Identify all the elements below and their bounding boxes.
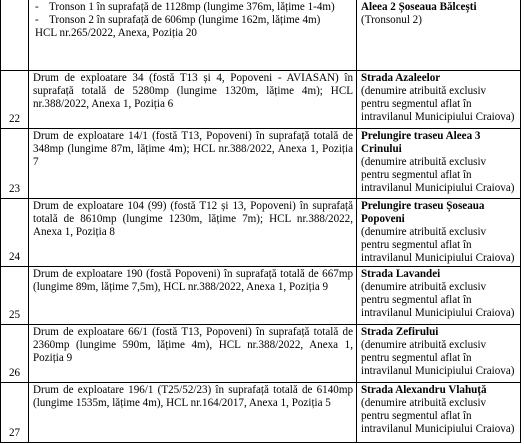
street-name: Strada Zefirului [361,325,439,338]
row-number: 22 [1,70,29,128]
table-row [1,198,521,266]
row-number: 26 [1,324,29,382]
hcl-reference: HCL nr.265/2022, Anexa, Poziția 20 [35,27,197,39]
row-description: Drum de exploatare 196/1 (T25/52/23) în suprafață totală de 6140mp (lungime 1535m, lățime 4m), HCL nr.164/2017, Anexa 1, Poziția 5 [29,382,357,442]
row-description: Drum de exploatare 34 (fostă T13 și 4, Popoveni - AVIASAN) în suprafață totală de 5280mp (lungime 1320m, lățime 4m); HCL nr.388/2022, Anexa 1, Poziția 6 [29,70,357,128]
street-name: Strada Azaleelor [361,71,441,84]
row-description [29,0,357,70]
row-number [1,0,29,70]
row-description: Drum de exploatare 66/1 (fostă T13, Popoveni) în suprafață totală de 2360mp (lungime 590m, lățime 4m), HCL nr.388/2022, Anexa 1, Poziția 9 [29,324,357,382]
street-note: (denumire atribuită exclusiv pentru segmentul aflat în intravilanul Municipiului Craiova) [361,155,515,194]
table-row [1,382,521,442]
street-name: Prelungire traseu Aleea 3 Crinului [361,129,481,155]
street-cell [357,324,521,382]
table-row [1,0,521,70]
table-row [1,324,521,382]
street-cell [357,266,521,324]
street-name: Strada Alexandru Vlahuță [361,383,487,396]
street-cell [357,0,521,70]
row-number: 25 [1,266,29,324]
table-row [1,266,521,324]
street-name: Strada Lavandei [361,267,441,280]
street-cell [357,382,521,442]
street-note: (denumire atribuită exclusiv pentru segmentul aflat în intravilanul Municipiului Craiova) [361,84,515,123]
street-cell [357,198,521,266]
table-row [1,70,521,128]
street-cell [357,70,521,128]
row-description: Drum de exploatare 190 (fostă Popoveni) în suprafață totală de 667mp (lungime 89m, lățime 7,5m), HCL nr.388/2022, Anexa 1, Poziția 9 [29,266,357,324]
street-note: (denumire atribuită exclusiv pentru segmentul aflat în intravilanul Municipiului Craiova) [361,338,515,377]
table-row [1,128,521,198]
row-number: 24 [1,198,29,266]
row-number: 27 [1,382,29,442]
street-cell [357,128,521,198]
row-description: Drum de exploatare 14/1 (fostă T13, Popoveni) în suprafață totală de 348mp (lungime 87m, lățime 4m); HCL nr.388/2022, Anexa 1, Poziția 7 [29,128,357,198]
row-number: 23 [1,128,29,198]
street-note: (denumire atribuită exclusiv pentru segmentul aflat în intravilanul Municipiului Craiova) [361,280,515,319]
list-item: - Tronson 2 în suprafață de 606mp (lungime 162m, lățime 4m) [33,14,353,27]
street-note: (denumire atribuită exclusiv pentru segmentul aflat în intravilanul Municipiului Craiova) [361,396,515,435]
section-list [33,1,353,27]
street-name: Aleea 2 Șoseaua Bălcești [361,1,477,13]
row-description: Drum de exploatare 104 (99) (fostă T12 și 13, Popoveni) în suprafață totală de 8610mp (lungime 1230m, lățime 7m); HCL nr.388/2022, Anexa 1, Poziția 8 [29,198,357,266]
street-name: Prelungire traseu Șoseaua Popoveni [361,199,485,225]
street-note: (denumire atribuită exclusiv pentru segmentul aflat în intravilanul Municipiului Craiova) [361,225,515,264]
list-item: - Tronson 1 în suprafață de 1128mp (lungime 376m, lățime 1-4m) [33,1,353,14]
street-note: (Tronsonul 2) [361,14,422,26]
